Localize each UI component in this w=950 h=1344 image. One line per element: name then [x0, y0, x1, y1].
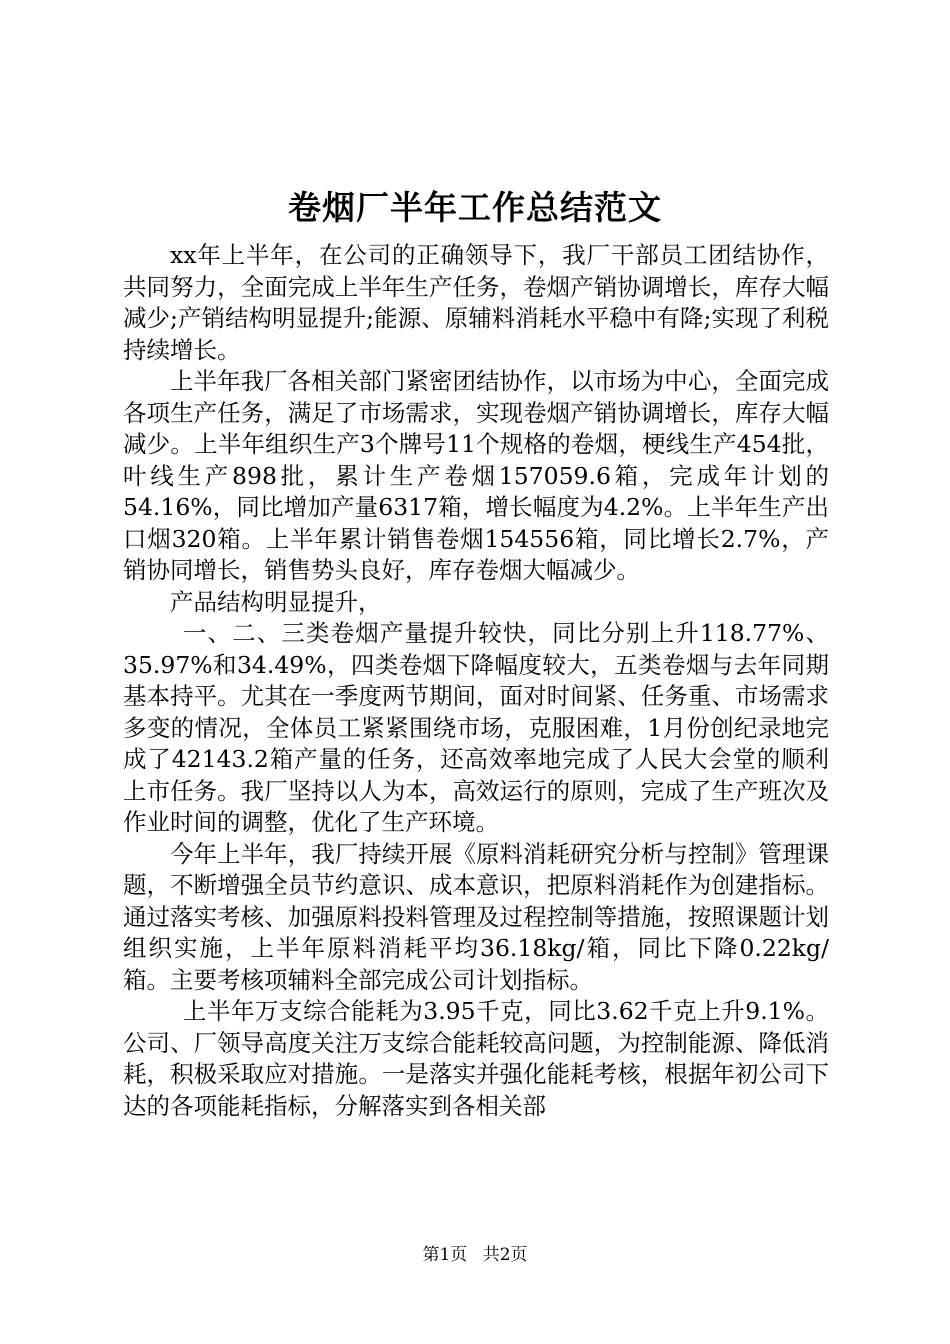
page-total: 共2页	[482, 1245, 528, 1265]
document-title: 卷烟厂半年工作总结范文	[288, 188, 662, 227]
paragraph-materials: 今年上半年，我厂持续开展《原料消耗研究分析与控制》管理课题，不断增强全员节约意识、成本意识，把原料消耗作为创建指标。通过落实考核、加强原料投料管理及过程控制等措施，按照课题计划组织实施，上半年原料消耗平均36.18kg/箱，同比下降0.22kg/箱。主要考核项辅料全部完成公司计划指标。	[123, 839, 829, 994]
paragraph-production: 上半年我厂各相关部门紧密团结协作，以市场为中心，全面完成各项生产任务，满足了市场需求，实现卷烟产销协调增长，库存大幅减少。上半年组织生产3个牌号11个规格的卷烟，梗线生产454批，叶线生产898批，累计生产卷烟157059.6箱，完成年计划的54.16%，同比增加产量6317箱，增长幅度为4.2%。上半年生产出口烟320箱。上半年累计销售卷烟154556箱，同比增长2.7%，产销协同增长，销售势头良好，库存卷烟大幅减少。	[123, 367, 829, 584]
paragraph-structure: 一、二、三类卷烟产量提升较快，同比分别上升118.77%、35.97%和34.49%，四类卷烟下降幅度较大，五类卷烟与去年同期基本持平。尤其在一季度两节期间，面对时间紧、任务重、市场需求多变的情况，全体员工紧紧围绕市场，克服困难，1月份创纪录地完成了42143.2箱产量的任务，还高效率地完成了人民大会堂的顺利上市任务。我厂坚持以人为本，高效运行的原则，完成了生产班次及作业时间的调整，优化了生产环境。	[123, 619, 829, 836]
page-footer	[0, 1243, 950, 1267]
page-number: 第1页	[422, 1245, 468, 1265]
paragraph-energy: 上半年万支综合能耗为3.95千克，同比3.62千克上升9.1%。公司、厂领导高度关注万支综合能耗较高问题，为控制能源、降低消耗，积极采取应对措施。一是落实并强化能耗考核，根据年初公司下达的各项能耗指标，分解落实到各相关部	[123, 997, 829, 1120]
document-body	[123, 240, 829, 1122]
paragraph-structure-heading: 产品结构明显提升，	[170, 587, 382, 616]
paragraph-intro: xx年上半年，在公司的正确领导下，我厂干部员工团结协作，共同努力，全面完成上半年生产任务，卷烟产销协调增长，库存大幅减少;产销结构明显提升;能源、原辅料消耗水平稳中有降;实现了利税持续增长。	[123, 241, 829, 364]
